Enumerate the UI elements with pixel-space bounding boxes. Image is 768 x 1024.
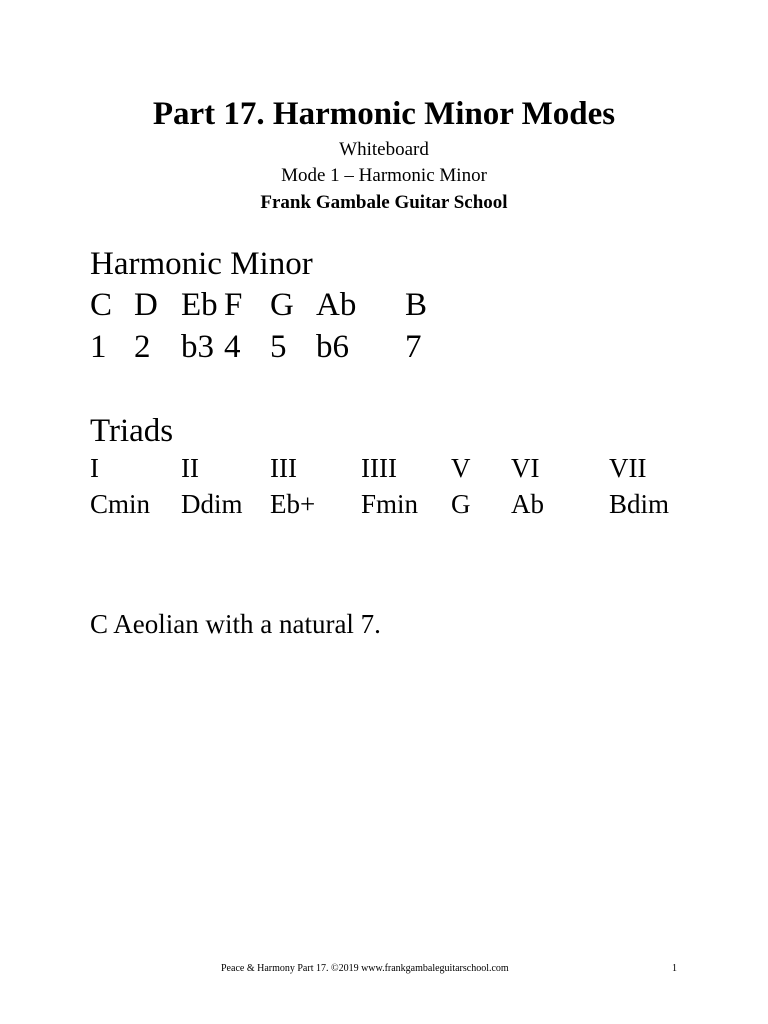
page-number: 1 (672, 963, 677, 974)
scale-degree: 4 (224, 329, 241, 365)
triad-chord: Eb+ (270, 489, 316, 519)
triad-numeral: V (451, 453, 471, 483)
scale-note: G (270, 287, 294, 323)
scale-degree: b3 (181, 329, 214, 365)
scale-notes-row (0, 285, 768, 325)
triad-chord: Bdim (609, 489, 670, 519)
scale-degree: b6 (316, 329, 349, 365)
mode-subtitle: Mode 1 – Harmonic Minor (281, 165, 487, 186)
triads-heading: Triads (90, 413, 174, 449)
triad-chord: G (451, 489, 471, 519)
scale-note: B (405, 287, 428, 323)
triad-chord: Ab (511, 489, 544, 519)
triad-chord: Ddim (181, 489, 243, 519)
triad-numerals-row (0, 451, 768, 485)
triad-chord: Fmin (361, 489, 419, 519)
scale-degrees-row (0, 327, 768, 367)
scale-degree: 5 (270, 329, 287, 365)
triad-numeral: IIII (361, 453, 397, 483)
scale-note: Ab (316, 287, 357, 323)
triad-numeral: VI (511, 453, 540, 483)
scale-note: C (90, 287, 113, 323)
triad-numeral: I (90, 453, 99, 483)
page-subtitle: Whiteboard (339, 139, 429, 160)
scale-note: D (134, 287, 158, 323)
page-title: Part 17. Harmonic Minor Modes (152, 96, 616, 132)
aeolian-note: C Aeolian with a natural 7. (90, 609, 381, 639)
scale-degree: 1 (90, 329, 107, 365)
triad-numeral: VII (609, 453, 647, 483)
scale-degree: 7 (405, 329, 422, 365)
triad-chords-row (0, 487, 768, 521)
scale-note: F (224, 287, 243, 323)
triad-numeral: III (270, 453, 297, 483)
scale-heading: Harmonic Minor (90, 246, 313, 282)
school-name: Frank Gambale Guitar School (260, 192, 508, 213)
scale-degree: 2 (134, 329, 151, 365)
footer-copyright: Peace & Harmony Part 17. ©2019 www.frankgambaleguitarschool.com (221, 963, 509, 974)
triad-chord: Cmin (90, 489, 151, 519)
triad-numeral: II (181, 453, 199, 483)
scale-note: Eb (181, 287, 218, 323)
